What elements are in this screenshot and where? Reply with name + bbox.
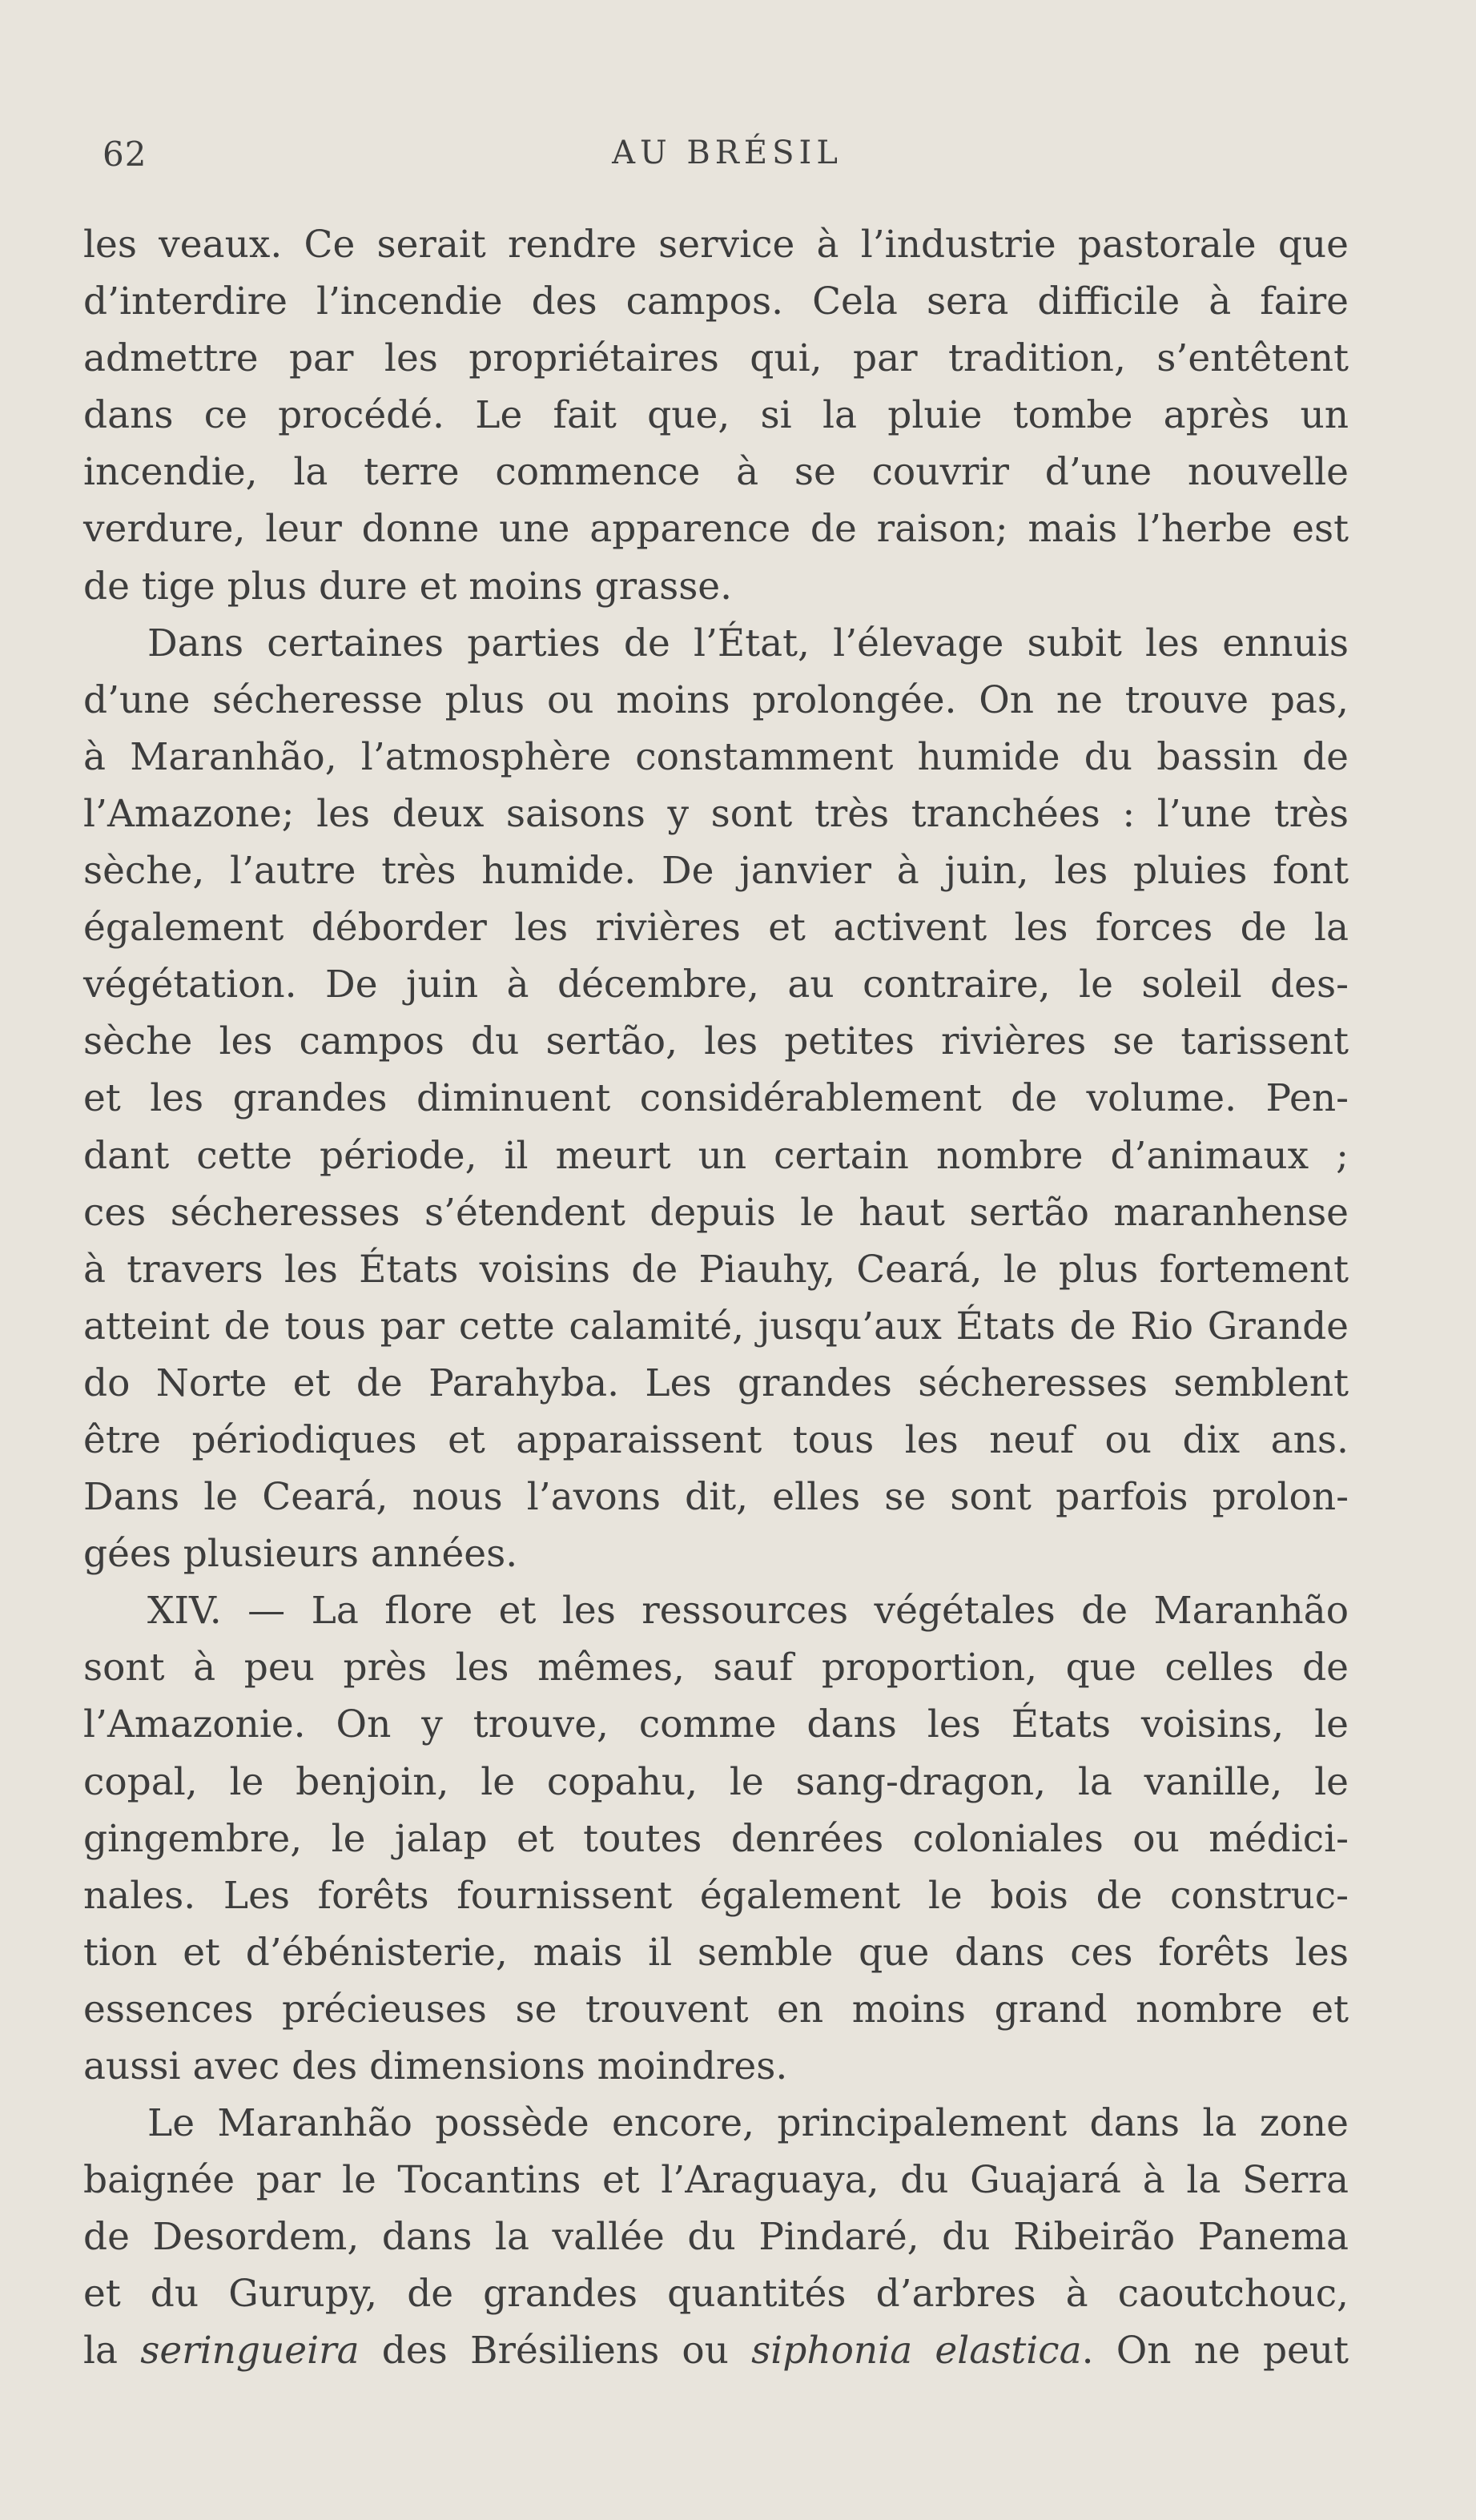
text-line: l’Amazone; les deux saisons y sont très tranchées : l’une très — [83, 791, 1349, 836]
text-line: et du Gurupy, de grandes quantités d’arbres à caoutchouc, — [83, 2272, 1349, 2317]
text-line: verdure, leur donne une apparence de raison; mais l’herbe est — [83, 507, 1349, 552]
italic-term: seringueira — [140, 2329, 360, 2373]
text-line: do Norte et de Parahyba. Les grandes sécheresses semblent — [83, 1360, 1349, 1405]
text-line: admettre par les propriétaires qui, par tradition, s’entêtent — [83, 336, 1349, 381]
text-line: à Maranhão, l’atmosphère constamment humide du bassin de — [83, 734, 1349, 779]
text-line: également déborder les rivières et activent les forces de la — [83, 906, 1349, 951]
page-number: 62 — [103, 135, 147, 174]
text-line: essences précieuses se trouvent en moins grand nombre et — [83, 1987, 1349, 2032]
text-line: tion et d’ébénisterie, mais il semble que dans ces forêts les — [83, 1930, 1349, 1975]
body-text — [83, 216, 1349, 2380]
text-line: être périodiques et apparaissent tous les neuf ou dix ans. — [83, 1417, 1349, 1462]
text-run: des Brésiliens ou — [359, 2329, 752, 2373]
text-line: de tige plus dure et moins grasse. — [83, 564, 733, 609]
text-line: végétation. De juin à décembre, au contraire, le soleil des- — [83, 963, 1349, 1007]
text-line: XIV. — La flore et les ressources végétales de Maranhão — [147, 1589, 1349, 1634]
text-line: incendie, la terre commence à se couvrir d’une nouvelle — [83, 450, 1349, 495]
text-line: Dans le Ceará, nous l’avons dit, elles se sont parfois prolon- — [83, 1475, 1349, 1520]
text-line: nales. Les forêts fournissent également le bois de construc- — [83, 1873, 1349, 1918]
text-line: les veaux. Ce serait rendre service à l’industrie pastorale que — [83, 223, 1349, 267]
text-line: atteint de tous par cette calamité, jusqu’aux États de Rio Grande — [83, 1304, 1349, 1348]
text-line: l’Amazonie. On y trouve, comme dans les États voisins, le — [83, 1702, 1349, 1747]
text-run: . On ne peut — [1081, 2329, 1349, 2373]
italic-term: siphonia elastica — [751, 2329, 1082, 2373]
text-line: dans ce procédé. Le fait que, si la pluie tombe après un — [83, 393, 1349, 438]
text-line: Le Maranhão possède encore, principalement dans la zone — [147, 2101, 1349, 2146]
running-head: AU BRÉSIL — [612, 135, 843, 171]
text-line: sont à peu près les mêmes, sauf proportion, que celles de — [83, 1646, 1349, 1690]
text-line: baignée par le Tocantins et l’Araguaya, du Guajará à la Serra — [83, 2158, 1349, 2203]
text-line: et les grandes diminuent considérablement de volume. Pen- — [83, 1076, 1349, 1121]
text-line: Dans certaines parties de l’État, l’élevage subit les ennuis — [147, 621, 1349, 665]
text-line: sèche, l’autre très humide. De janvier à juin, les pluies font — [83, 849, 1349, 894]
text-line: gingembre, le jalap et toutes denrées coloniales ou médici- — [83, 1816, 1349, 1861]
text-line: copal, le benjoin, le copahu, le sang-dragon, la vanille, le — [83, 1759, 1349, 1804]
text-run: la — [83, 2329, 141, 2373]
text-line: aussi avec des dimensions moindres. — [83, 2044, 788, 2088]
text-line: d’une sécheresse plus ou moins prolongée. On ne trouve pas, — [83, 677, 1349, 722]
text-line: à travers les États voisins de Piauhy, Ceará, le plus fortement — [83, 1247, 1349, 1292]
text-line: de Desordem, dans la vallée du Pindaré, du Ribeirão Panema — [83, 2215, 1349, 2260]
text-line: sèche les campos du sertão, les petites rivières se tarissent — [83, 1019, 1349, 1064]
page-header — [103, 135, 1352, 183]
text-line: ces sécheresses s’étendent depuis le haut sertão maranhense — [83, 1190, 1349, 1235]
text-line: d’interdire l’incendie des campos. Cela sera difficile à faire — [83, 279, 1349, 324]
text-line: dant cette période, il meurt un certain nombre d’animaux ; — [83, 1133, 1349, 1178]
text-line-mixed — [83, 2322, 1349, 2379]
text-line: gées plusieurs années. — [83, 1532, 518, 1577]
